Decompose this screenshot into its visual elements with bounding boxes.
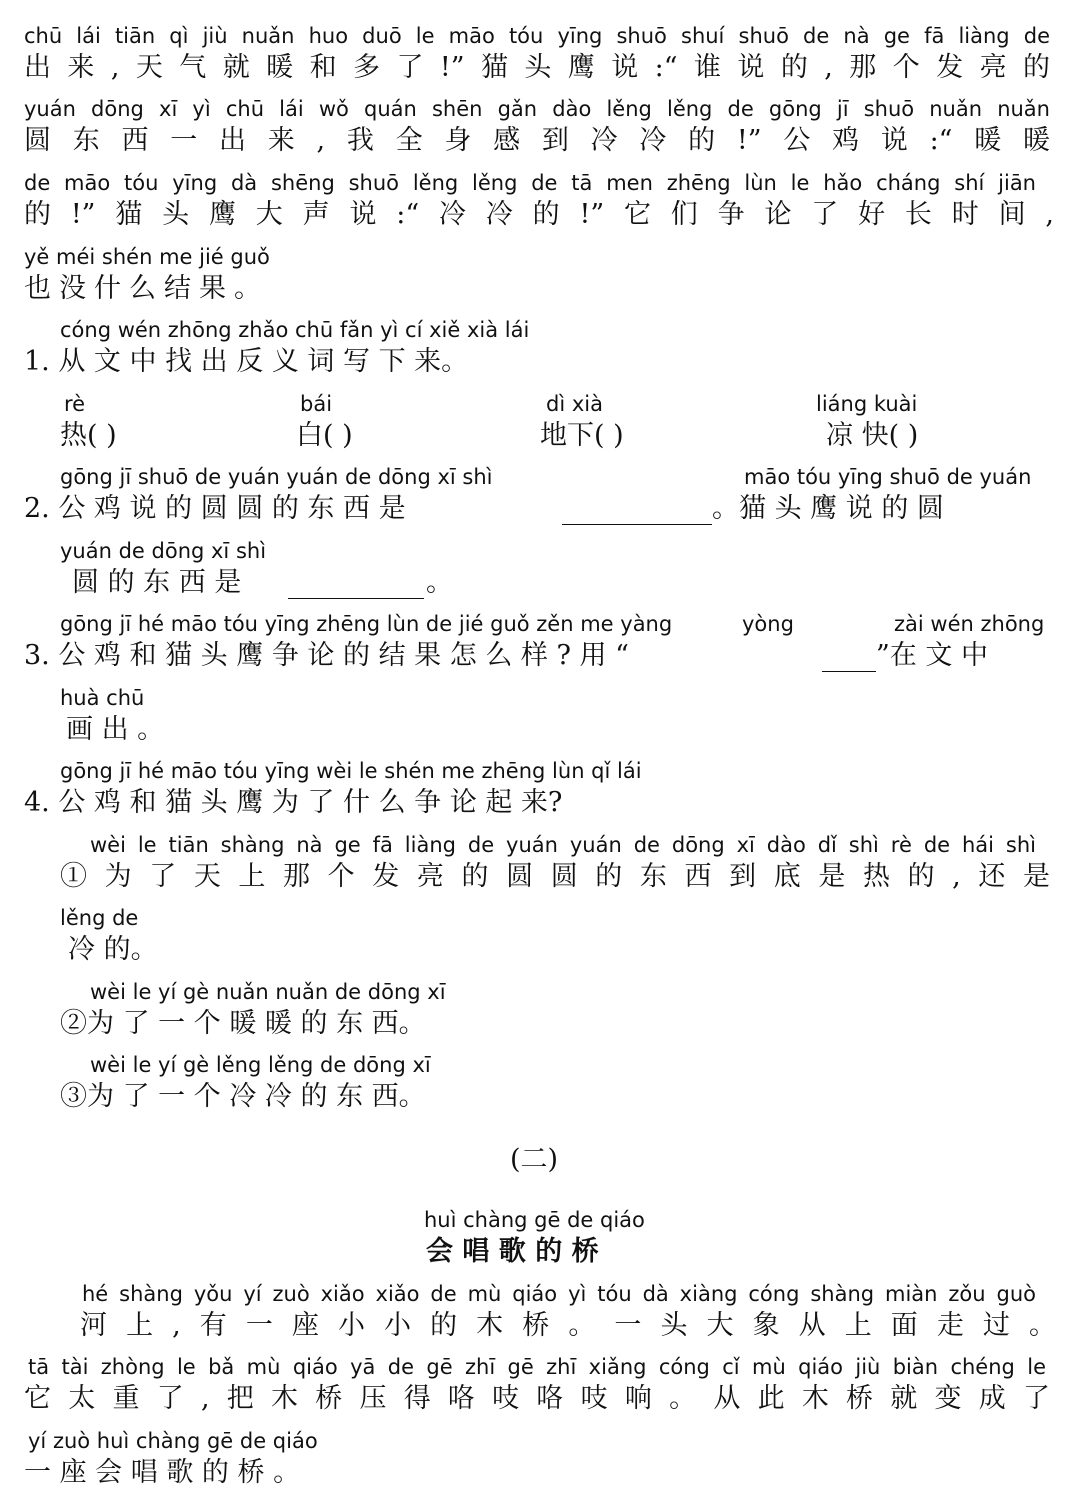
q2-end-mark: 。 bbox=[426, 567, 453, 598]
passage1-line4-text: 也没什么结果。 bbox=[24, 273, 269, 304]
q3-prompt-a: 3. 公 鸡 和 猫 头 鹰 争 论 的 结 果 怎 么 样 ? 用 “ bbox=[24, 640, 629, 671]
q1-pinyin: cóng wén zhōng zhǎo chū fǎn yì cí xiě xià lái bbox=[60, 318, 530, 342]
passage1-line2-pinyin: yuán dōng xī yì chū lái wǒ quán shēn gǎn dào lěng lěng de gōng jī shuō nuǎn nuǎn bbox=[24, 97, 1050, 121]
q4-option3-text[interactable]: ③为 了 一 个 冷 冷 的 东 西。 bbox=[60, 1081, 426, 1112]
passage1-line2-text: 圆东西一出来,我全身感到冷冷的!”公鸡说:“暖暖 bbox=[24, 125, 1050, 156]
section2-line3-text: 一 座 会 唱 歌 的 桥 。 bbox=[24, 1457, 301, 1488]
q3-pinyin-a: gōng jī hé māo tóu yīng zhēng lùn de jié guǒ zěn me yàng bbox=[60, 612, 673, 636]
q1-item2-answer[interactable]: 白( ) bbox=[296, 420, 353, 451]
q4-pinyin: gōng jī hé māo tóu yīng wèi le shén me zhēng lùn qǐ lái bbox=[60, 759, 642, 783]
section2-line2-pinyin: tā tài zhòng le bǎ mù qiáo yā de gē zhī gē zhī xiǎng cóng cǐ mù qiáo jiù biàn chéng le bbox=[28, 1355, 1046, 1379]
q2-prompt-a: 2. 公 鸡 说 的 圆 圆 的 东 西 是 bbox=[24, 493, 406, 524]
q2-answer-blank-1[interactable] bbox=[562, 524, 712, 525]
q3-pinyin-d: huà chū bbox=[60, 686, 145, 710]
section2-title: 会 唱 歌 的 桥 bbox=[426, 1236, 599, 1267]
q2-answer-blank-2[interactable] bbox=[288, 598, 424, 599]
passage1-line4-pinyin: yě méi shén me jié guǒ bbox=[24, 245, 270, 269]
q3-pinyin-c: zài wén zhōng bbox=[894, 612, 1045, 636]
q1-item3-answer[interactable]: 地下( ) bbox=[540, 420, 624, 451]
q2-pinyin-b: māo tóu yīng shuō de yuán bbox=[744, 465, 1032, 489]
q2-pinyin-a: gōng jī shuō de yuán yuán de dōng xī shì bbox=[60, 465, 493, 489]
q1-item2-pinyin: bái bbox=[300, 392, 333, 416]
q1-item1-answer[interactable]: 热( ) bbox=[60, 420, 117, 451]
q4-option1-text[interactable]: ①为了天上那个发亮的圆圆的东西到底是热的,还是 bbox=[60, 861, 1050, 892]
q3-prompt-b: ”在 文 中 bbox=[876, 640, 988, 671]
q1-prompt: 1. 从 文 中 找 出 反 义 词 写 下 来。 bbox=[24, 346, 469, 377]
passage1-line3-pinyin: de māo tóu yīng dà shēng shuō lěng lěng de tā men zhēng lùn le hǎo cháng shí jiān bbox=[24, 171, 1036, 195]
q1-item4-pinyin: liáng kuài bbox=[816, 392, 918, 416]
q4-option2-text[interactable]: ②为 了 一 个 暖 暖 的 东 西。 bbox=[60, 1008, 426, 1039]
passage1-line3-text: 的!”猫头鹰大声说:“冷冷的!”它们争论了好长时间, bbox=[24, 199, 1054, 230]
q4-option1-pinyin: wèi le tiān shàng nà ge fā liàng de yuán yuán de dōng xī dào dǐ shì rè de hái shì bbox=[90, 833, 1036, 857]
section2-line1-text: 河上,有一座小小的木桥。一头大象从上面走过。 bbox=[80, 1310, 1056, 1341]
q4-option2-pinyin: wèi le yí gè nuǎn nuǎn de dōng xī bbox=[90, 980, 446, 1004]
q4-option1-pinyin-2: lěng de bbox=[60, 906, 139, 930]
q2-pinyin-c: yuán de dōng xī shì bbox=[60, 539, 267, 563]
q4-option1-text-2: 冷 的。 bbox=[68, 934, 158, 965]
section2-line1-pinyin: hé shàng yǒu yí zuò xiǎo xiǎo de mù qiáo yì tóu dà xiàng cóng shàng miàn zǒu guò bbox=[82, 1282, 1036, 1306]
passage1-line1-pinyin: chū lái tiān qì jiù nuǎn huo duō le māo tóu yīng shuō shuí shuō de nà ge fā liàng de bbox=[24, 24, 1050, 48]
q1-item1-pinyin: rè bbox=[64, 392, 86, 416]
q4-prompt: 4. 公 鸡 和 猫 头 鹰 为 了 什 么 争 论 起 来? bbox=[24, 787, 563, 818]
q1-item4-answer[interactable]: 凉 快( ) bbox=[826, 420, 919, 451]
q2-prompt-b: 。猫 头 鹰 说 的 圆 bbox=[712, 493, 944, 524]
q4-option3-pinyin: wèi le yí gè lěng lěng de dōng xī bbox=[90, 1053, 431, 1077]
q1-item3-pinyin: dì xià bbox=[546, 392, 603, 416]
section2-line3-pinyin: yí zuò huì chàng gē de qiáo bbox=[28, 1429, 318, 1453]
passage1-line1-text: 出来,天气就暖和多了!”猫头鹰说:“谁说的,那个发亮的 bbox=[24, 52, 1050, 83]
q3-pinyin-b: yòng bbox=[742, 612, 794, 636]
q2-prompt-c: 圆 的 东 西 是 bbox=[72, 567, 242, 598]
q3-mark-blank[interactable] bbox=[822, 671, 876, 672]
section2-line2-text: 它太重了,把木桥压得咯吱咯吱响。从此木桥就变成了 bbox=[24, 1383, 1050, 1414]
section2-title-pinyin: huì chàng gē de qiáo bbox=[424, 1208, 645, 1232]
section2-heading: (二) bbox=[510, 1144, 559, 1175]
q3-prompt-d: 画 出 。 bbox=[66, 714, 165, 745]
